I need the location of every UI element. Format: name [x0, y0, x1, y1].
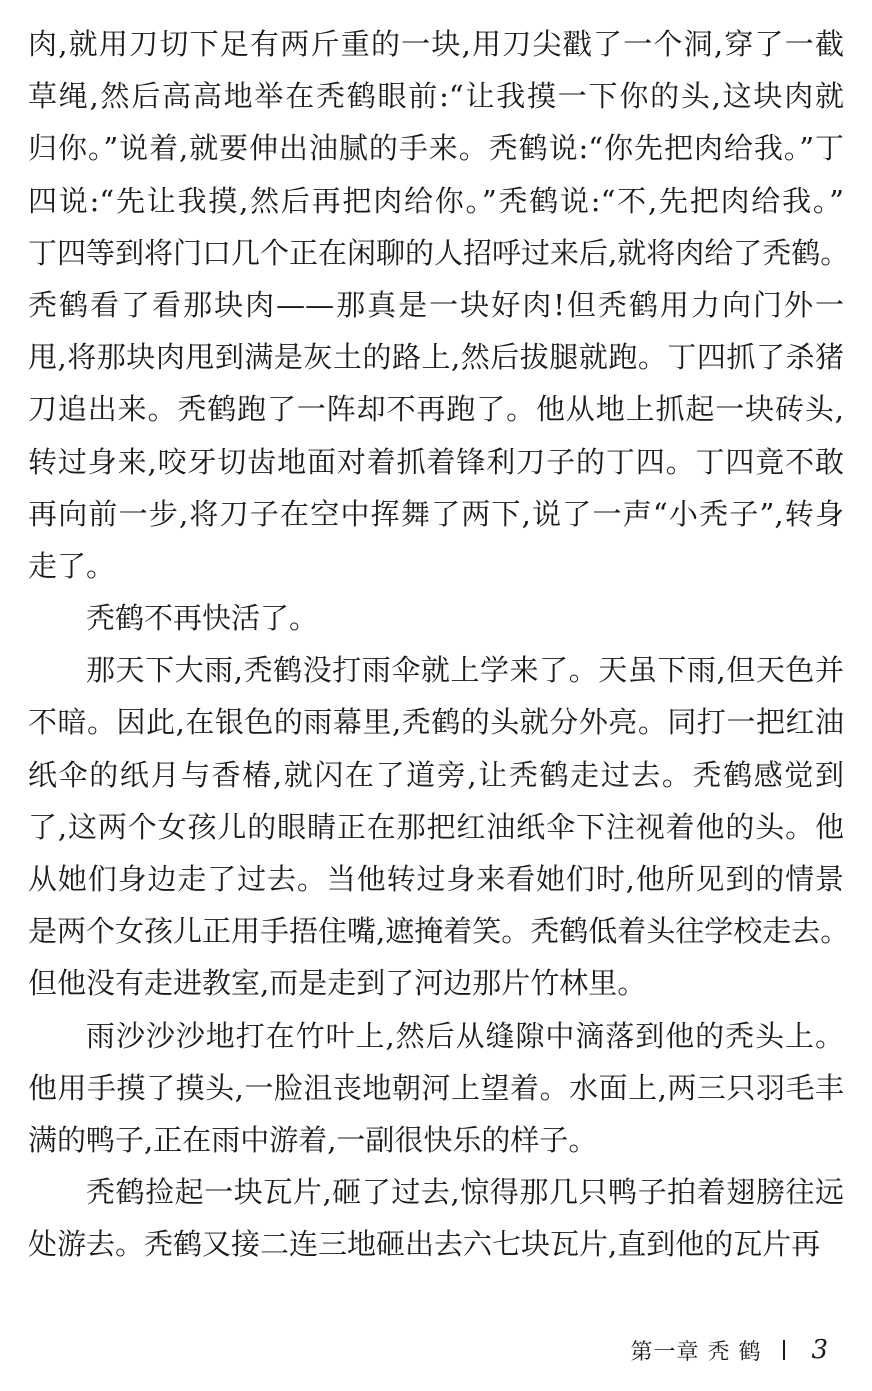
paragraph — [28, 1010, 844, 1167]
text-line: 秃鹤看了看那块肉——那真是一块好肉!但秃鹤用力向门外一 — [28, 287, 844, 322]
text-line: 但他没有走进教室,而是走到了河边那片竹林里。 — [28, 966, 647, 1001]
text-line: 处游去。秃鹤又接二连三地砸出去六七块瓦片,直到他的瓦片再 — [28, 1227, 821, 1262]
paragraph — [28, 592, 844, 644]
text-line: 雨沙沙沙地打在竹叶上,然后从缝隙中滴落到他的秃头上。 — [86, 1018, 844, 1053]
text-line: 转过身来,咬牙切齿地面对着抓着锋利刀子的丁四。丁四竟不敢 — [28, 444, 844, 479]
chapter-title: 第一章 秃 鹤 — [630, 1339, 762, 1365]
page-footer — [630, 1333, 828, 1367]
text-line: 草绳,然后高高地举在秃鹤眼前:“让我摸一下你的头,这块肉就 — [28, 79, 844, 114]
body-text — [28, 18, 850, 1271]
text-line: 甩,将那块肉甩到满是灰土的路上,然后拔腿就跑。丁四抓了杀猪 — [28, 340, 844, 375]
text-line: 不暗。因此,在银色的雨幕里,秃鹤的头就分外亮。同打一把红油 — [28, 705, 844, 740]
text-line: 纸伞的纸月与香椿,就闪在了道旁,让秃鹤走过去。秃鹤感觉到 — [28, 757, 844, 792]
text-line: 了,这两个女孩儿的眼睛正在那把红油纸伞下注视着他的头。他 — [28, 809, 844, 844]
text-line: 归你。”说着,就要伸出油腻的手来。秃鹤说:“你先把肉给我。”丁 — [28, 131, 844, 166]
text-line: 他用手摸了摸头,一脸沮丧地朝河上望着。水面上,两三只羽毛丰 — [28, 1070, 844, 1105]
text-line: 满的鸭子,正在雨中游着,一副很快乐的样子。 — [28, 1122, 598, 1157]
text-line: 秃鹤捡起一块瓦片,砸了过去,惊得那几只鸭子拍着翅膀往远 — [86, 1175, 844, 1210]
text-line: 肉,就用刀切下足有两斤重的一块,用刀尖戳了一个洞,穿了一截 — [28, 27, 844, 61]
text-line: 再向前一步,将刀子在空中挥舞了两下,说了一声“小秃子”,转身 — [28, 496, 844, 531]
text-line: 从她们身边走了过去。当他转过身来看她们时,他所见到的情景 — [28, 862, 844, 896]
text-line: 丁四等到将门口几个正在闲聊的人招呼过来后,就将肉给了秃鹤。 — [28, 235, 850, 270]
text-line: 走了。 — [28, 548, 116, 583]
text-line: 是两个女孩儿正用手捂住嘴,遮掩着笑。秃鹤低着头往学校走去。 — [28, 914, 850, 949]
footer-divider — [783, 1340, 785, 1360]
paragraph — [28, 18, 850, 592]
paragraph — [28, 644, 850, 1009]
page-number: 3 — [811, 1335, 828, 1365]
text-line: 秃鹤不再快活了。 — [86, 601, 319, 636]
text-line: 那天下大雨,秃鹤没打雨伞就上学来了。天虽下雨,但天色并 — [86, 653, 844, 688]
text-line: 刀追出来。秃鹤跑了一阵却不再跑了。他从地上抓起一块砖头, — [28, 392, 844, 427]
text-line: 四说:“先让我摸,然后再把肉给你。”秃鹤说:“不,先把肉给我。” — [28, 183, 844, 218]
paragraph — [28, 1166, 844, 1270]
